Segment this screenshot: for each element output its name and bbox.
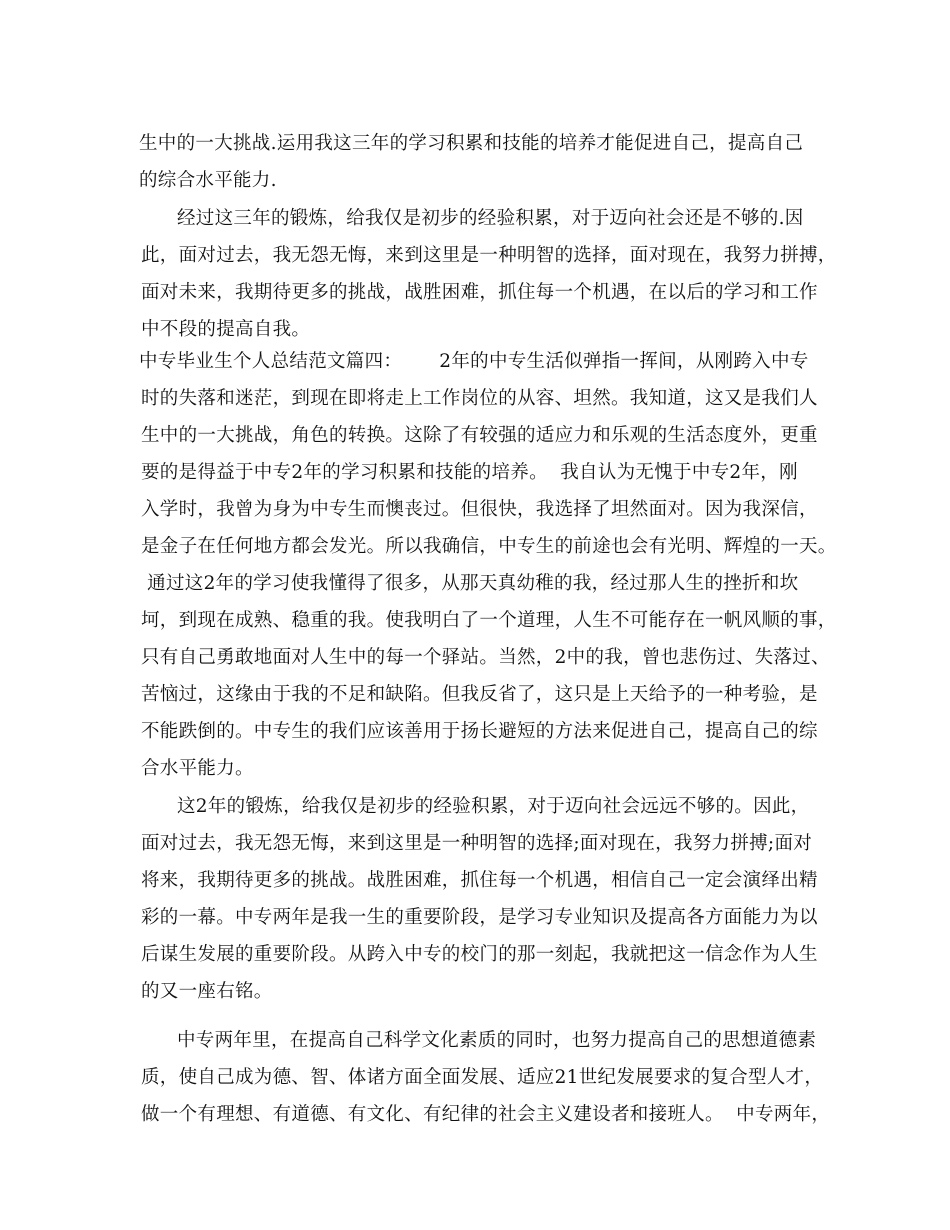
text-line: 质，使自己成为德、智、体诸方面全面发展、适应21世纪发展要求的复合型人才，	[141, 1067, 824, 1088]
text-line: 时的失落和迷茫，到现在即将走上工作岗位的从容、坦然。我知道，这又是我们人	[141, 388, 818, 409]
text-line: 不能跌倒的。中专生的我们应该善用于扬长避短的方法来促进自己，提高自己的综	[141, 721, 818, 742]
text-line: 面对未来，我期待更多的挑战，战胜困难，抓住每一个机遇，在以后的学习和工作	[141, 282, 818, 303]
text-line: 只有自己勇敢地面对人生中的每一个驿站。当然，2中的我，曾也悲伤过、失落过、	[141, 647, 830, 668]
text-line: 经过这三年的锻炼，给我仅是初步的经验积累，对于迈向社会还是不够的.因	[177, 208, 804, 229]
text-line: 这2年的锻炼，给我仅是初步的经验积累，对于迈向社会远远不够的。因此，	[177, 796, 810, 817]
text-line: 的又一座右铭。	[141, 981, 273, 1002]
text-line: 中不段的提高自我。	[141, 319, 311, 340]
text-line: 通过这2年的学习使我懂得了很多，从那天真幼稚的我，经过那人生的挫折和坎	[141, 573, 799, 594]
text-line: 中专毕业生个人总结范文篇四： 2年的中专生活似弹指一挥间，从刚跨入中专	[139, 351, 809, 372]
text-line: 中专两年里，在提高自己科学文化素质的同时，也努力提高自己的思想道德素	[177, 1030, 817, 1051]
text-line: 入学时，我曾为身为中专生而懊丧过。但很快，我选择了坦然面对。因为我深信，	[141, 499, 818, 520]
text-line: 生中的一大挑战，角色的转换。这除了有较强的适应力和乐观的生活态度外，更重	[141, 425, 818, 446]
text-line: 苦恼过，这缘由于我的不足和缺陷。但我反省了，这只是上天给予的一种考验，是	[141, 684, 818, 705]
text-line: 面对过去，我无怨无悔，来到这里是一种明智的选择;面对现在，我努力拼搏;面对	[141, 833, 813, 854]
text-line: 做一个有理想、有道德、有文化、有纪律的社会主义建设者和接班人。 中专两年，	[141, 1104, 831, 1125]
text-line: 合水平能力。	[141, 758, 254, 779]
text-line: 的综合水平能力.	[139, 170, 277, 191]
text-line: 此，面对过去，我无怨无悔，来到这里是一种明智的选择，面对现在，我努力拼搏，	[141, 245, 837, 266]
text-line: 将来，我期待更多的挑战。战胜困难，抓住每一个机遇，相信自己一定会演绎出精	[141, 870, 818, 891]
text-line: 彩的一幕。中专两年是我一生的重要阶段，是学习专业知识及提高各方面能力为以	[141, 907, 818, 928]
text-line: 坷，到现在成熟、稳重的我。使我明白了一个道理，人生不可能存在一帆风顺的事，	[141, 610, 837, 631]
text-line: 是金子在任何地方都会发光。所以我确信，中专生的前途也会有光明、辉煌的一天。	[141, 536, 837, 557]
text-line: 要的是得益于中专2年的学习积累和技能的培养。 我自认为无愧于中专2年，刚	[141, 462, 798, 483]
text-line: 生中的一大挑战.运用我这三年的学习积累和技能的培养才能促进自己，提高自己	[139, 133, 804, 154]
text-line: 后谋生发展的重要阶段。从跨入中专的校门的那一刻起，我就把这一信念作为人生	[141, 944, 818, 965]
